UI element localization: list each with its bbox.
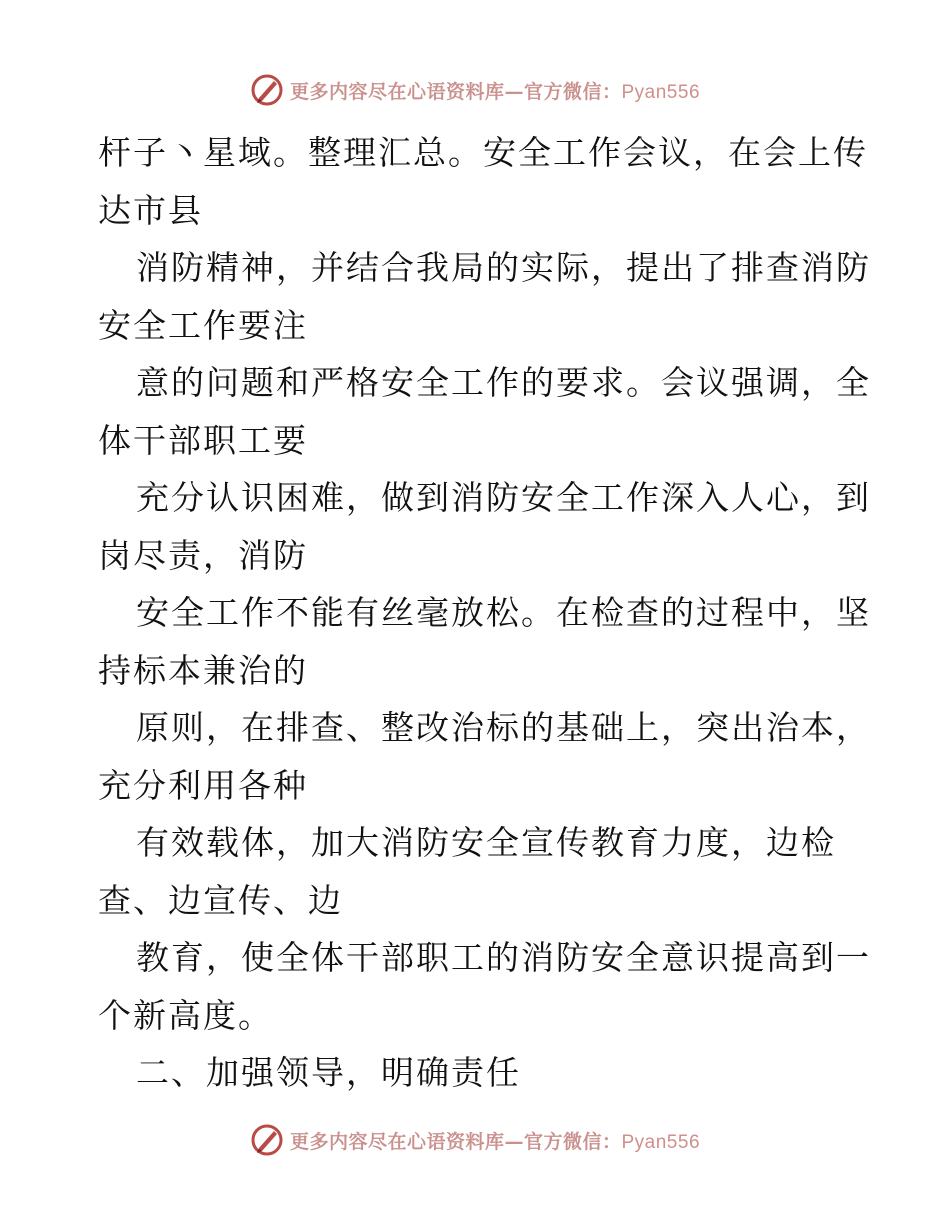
- wechat-id: Pyan556: [621, 81, 701, 103]
- text-line: 原则，在排查、整改治标的基础上，突出治本，: [136, 708, 871, 747]
- pen-logo-icon: [250, 1123, 284, 1157]
- text-line: 杆子丶星域。整理汇总。安全工作会议，在会上传: [98, 133, 868, 172]
- text-line: 体干部职工要: [98, 420, 308, 460]
- text-line: 充分认识困难，做到消防安全工作深入人心，到: [136, 478, 871, 517]
- document-body: [98, 124, 871, 1102]
- text-line: 教育，使全体干部职工的消防安全意识提高到一: [136, 938, 871, 977]
- text-line: 安全工作要注: [98, 305, 308, 345]
- pen-logo-icon: [250, 73, 284, 107]
- text-line: 岗尽责，消防: [98, 535, 308, 575]
- text-line: 安全工作不能有丝毫放松。在检查的过程中，坚: [136, 593, 871, 632]
- text-line: 达市县: [98, 190, 203, 230]
- wechat-id: Pyan556: [621, 1131, 701, 1153]
- text-line: 查、边宣传、边: [98, 880, 343, 920]
- header-watermark: [0, 70, 950, 110]
- text-line: 意的问题和严格安全工作的要求。会议强调，全: [136, 363, 871, 402]
- watermark-text: 更多内容尽在心语资料库—官方微信：Pyan556: [289, 1130, 701, 1153]
- text-line: 二、加强领导，明确责任: [136, 1053, 521, 1092]
- text-line: 有效载体，加大消防安全宣传教育力度，边检: [136, 823, 836, 862]
- footer-watermark: [0, 1120, 950, 1160]
- watermark-text: 更多内容尽在心语资料库—官方微信：Pyan556: [289, 80, 701, 103]
- text-line: 持标本兼治的: [98, 650, 308, 690]
- text-line: 充分利用各种: [98, 765, 308, 805]
- text-line: 消防精神，并结合我局的实际，提出了排查消防: [136, 248, 871, 287]
- text-line: 个新高度。: [98, 995, 273, 1035]
